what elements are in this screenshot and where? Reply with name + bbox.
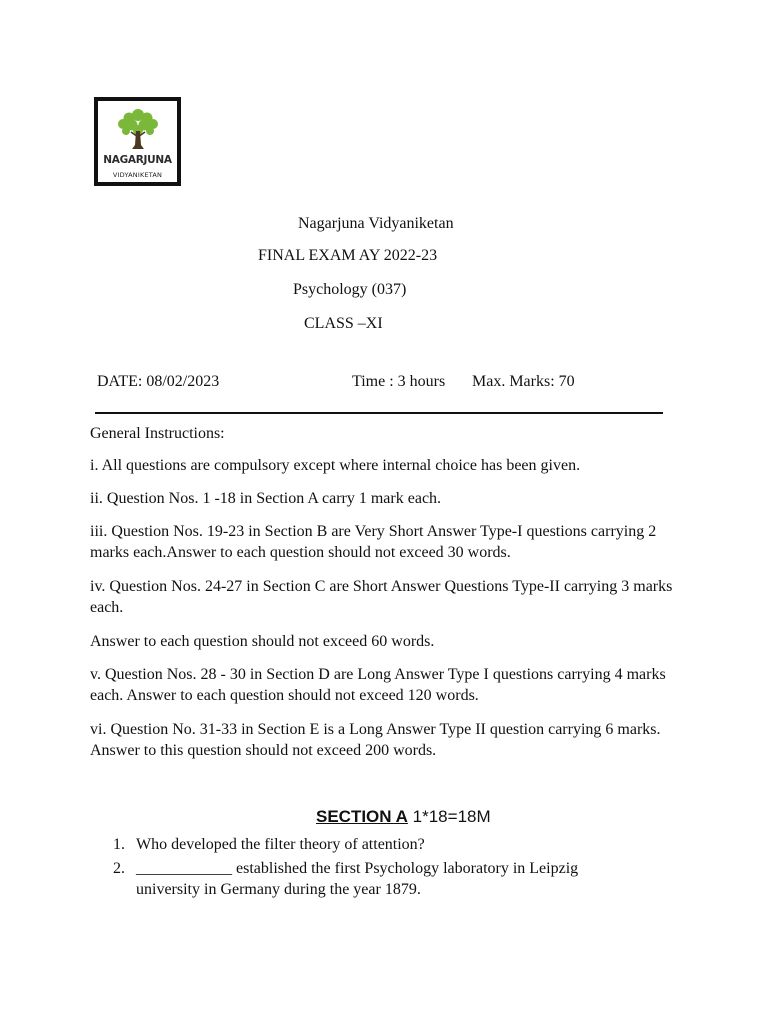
- subject: Psychology (037): [293, 281, 407, 298]
- instruction-ii: ii. Question Nos. 1 -18 in Section A carry 1 mark each.: [90, 490, 442, 507]
- exam-date: DATE: 08/02/2023: [97, 373, 220, 390]
- instructions-heading: General Instructions:: [90, 425, 225, 442]
- section-a-heading: [316, 807, 491, 827]
- class-label: CLASS –XI: [304, 315, 383, 332]
- school-logo: [94, 97, 181, 186]
- instruction-vi: vi. Question No. 31-33 in Section E is a Long Answer Type II question carrying 6 marks. Answer to this question should not exceed 200 words.: [90, 721, 661, 759]
- section-a-marks: 1*18=18M: [407, 807, 491, 826]
- exam-title: FINAL EXAM AY 2022-23: [258, 247, 438, 264]
- tree-icon: [98, 101, 177, 182]
- logo-subtitle: VIDYANIKETAN: [112, 171, 163, 179]
- instruction-iv-note: Answer to each question should not exceed 60 words.: [90, 633, 435, 650]
- divider: [95, 412, 663, 414]
- question-text: Who developed the filter theory of attention?: [136, 836, 425, 853]
- question-number: 1.: [113, 836, 125, 853]
- school-name: Nagarjuna Vidyaniketan: [298, 215, 454, 232]
- question-text: ____________ established the first Psychology laboratory in Leipzig university in Germany during the year 1879.: [136, 860, 579, 898]
- exam-time: Time : 3 hours: [352, 373, 446, 390]
- question-number: 2.: [113, 860, 125, 877]
- section-a-title: SECTION A: [316, 807, 408, 826]
- max-marks: Max. Marks: 70: [472, 373, 575, 390]
- instruction-v: v. Question Nos. 28 - 30 in Section D are Long Answer Type I questions carrying 4 marks each. Answer to each question should not exceed 120 words.: [90, 666, 666, 704]
- instruction-i: i. All questions are compulsory except where internal choice has been given.: [90, 457, 581, 474]
- logo-name: NAGARJUNA: [103, 154, 172, 166]
- instruction-iv: iv. Question Nos. 24-27 in Section C are Short Answer Questions Type-II carrying 3 marks each.: [90, 578, 673, 616]
- instruction-iii: iii. Question Nos. 19-23 in Section B are Very Short Answer Type-I questions carrying 2 marks each.Answer to each question should not exceed 30 words.: [90, 523, 657, 561]
